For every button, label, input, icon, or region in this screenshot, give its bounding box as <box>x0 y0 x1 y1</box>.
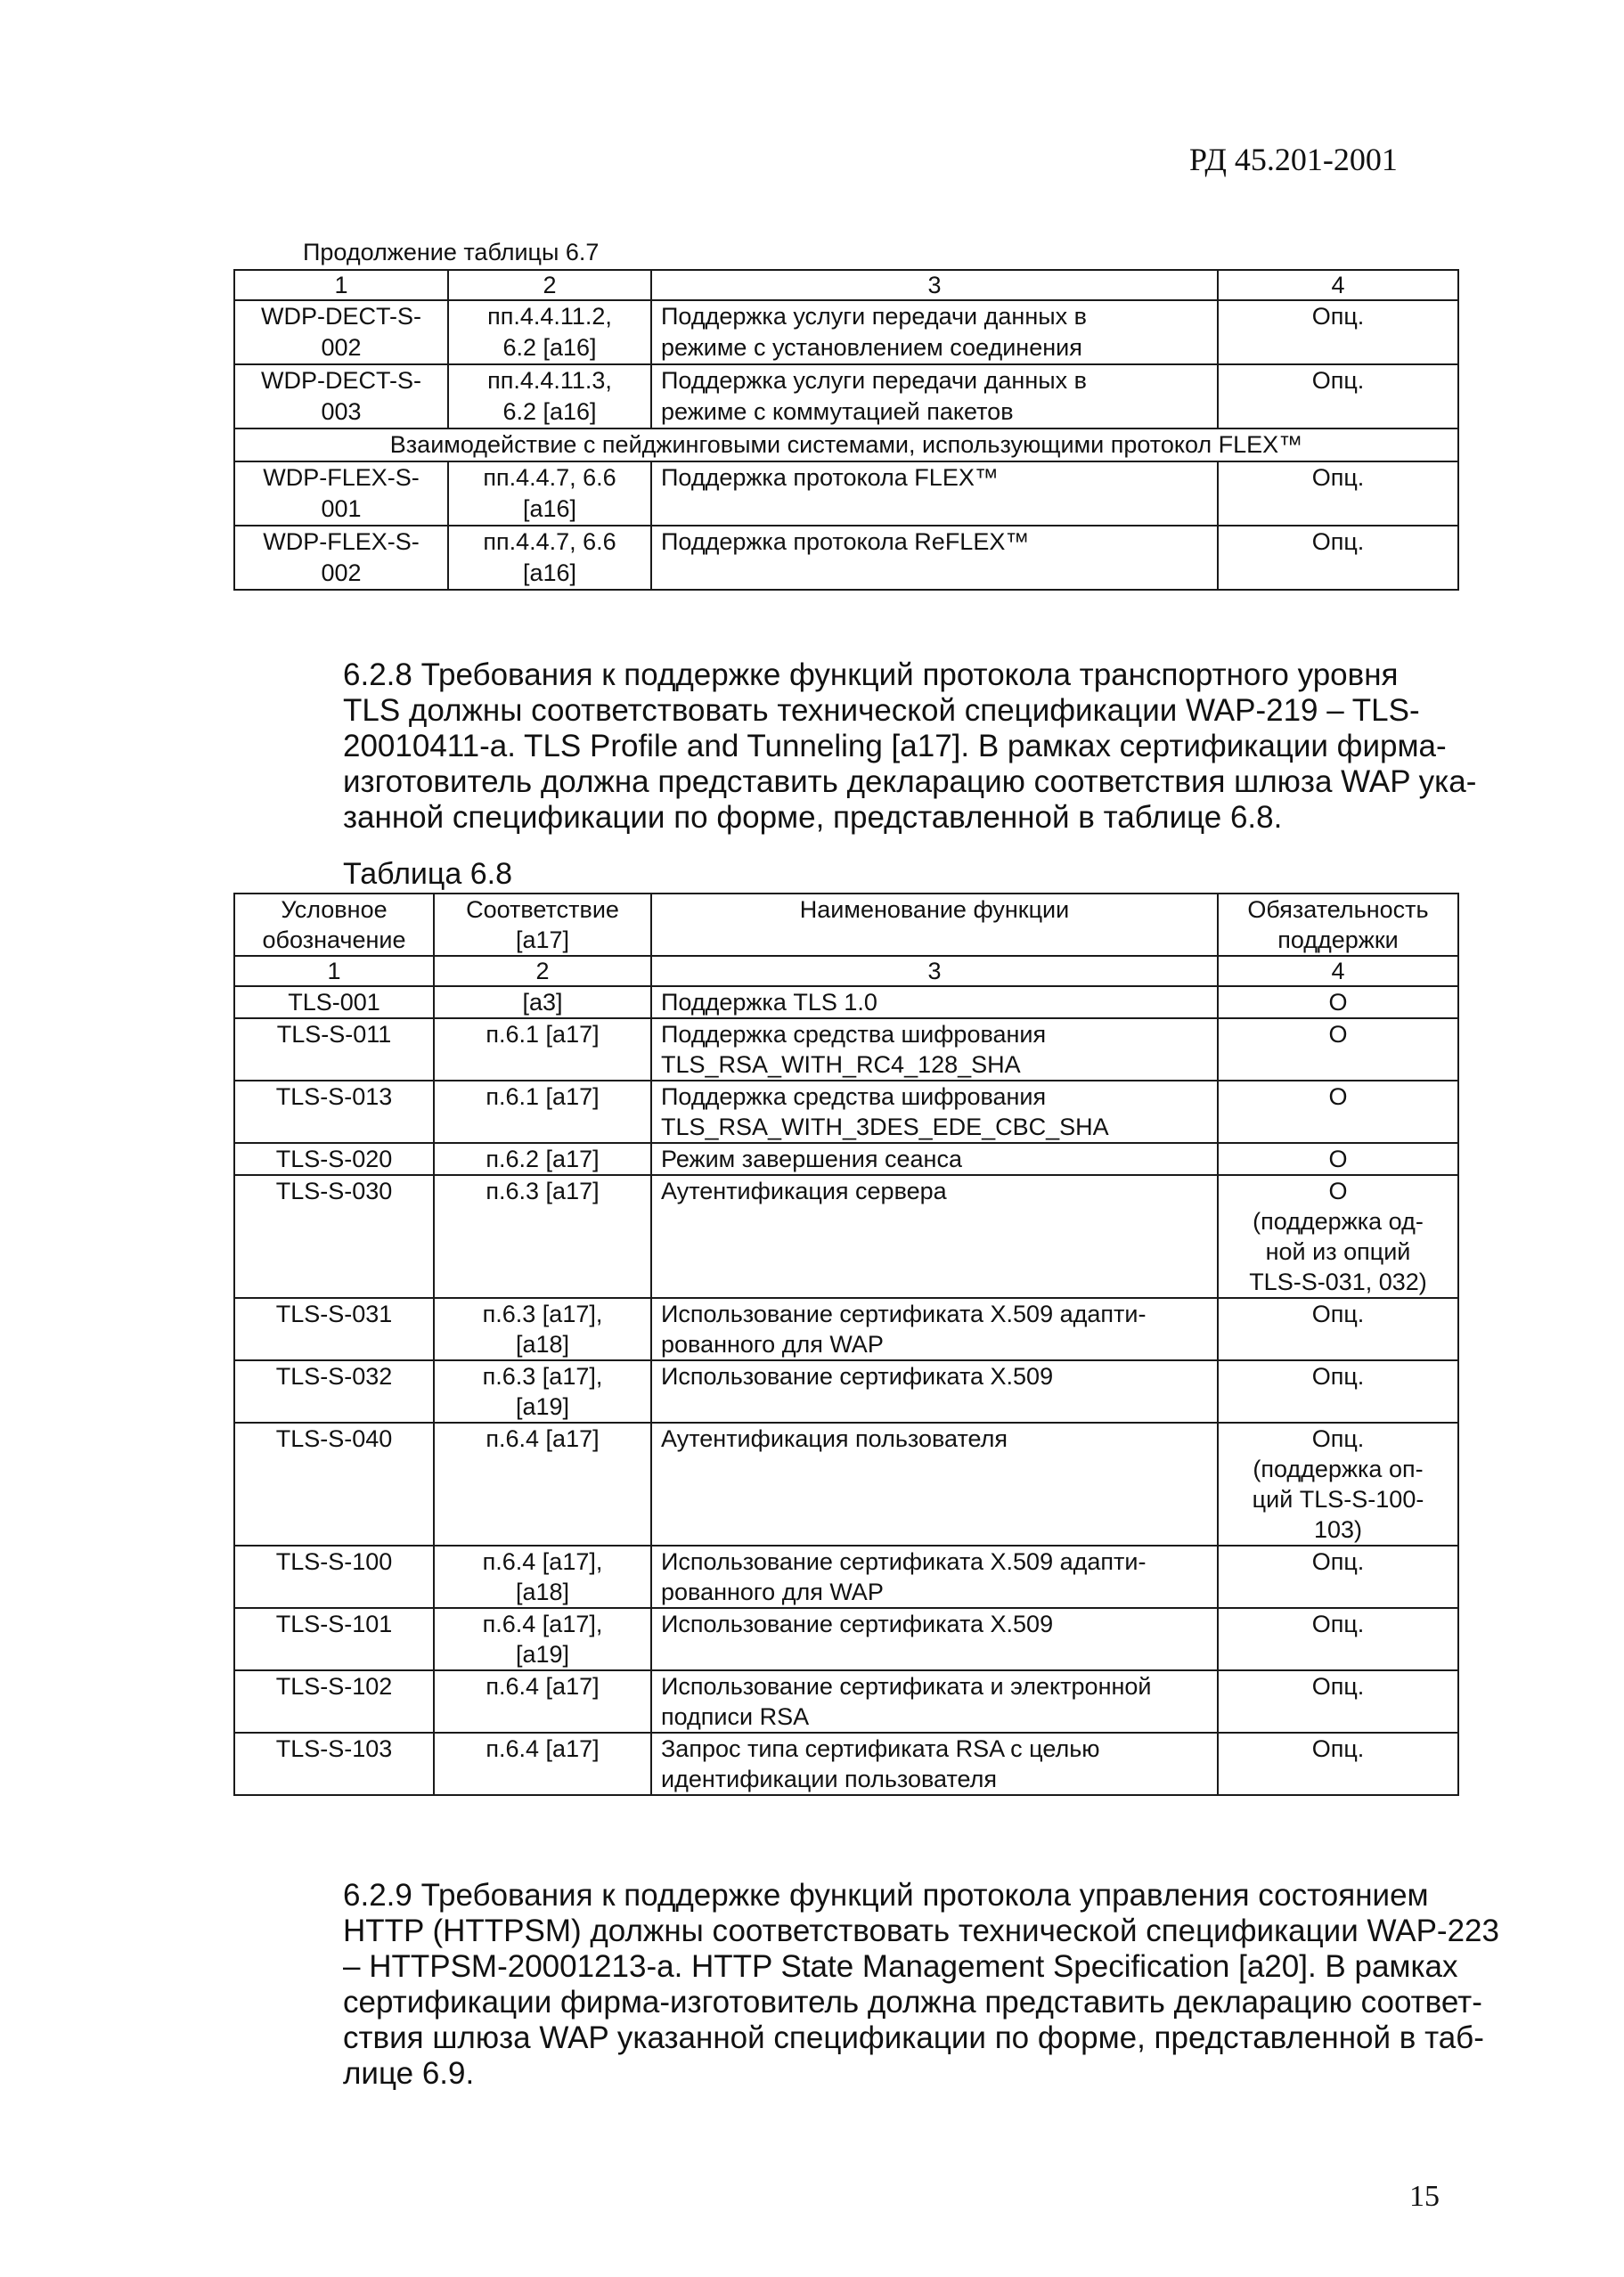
table-row <box>234 1298 1458 1360</box>
paragraph-line: TLS должны соответствовать технической спецификации WAP-219 – TLS- <box>343 693 1420 728</box>
paragraph-line: 6.2.9 Требования к поддержке функций протокола управления состоянием <box>343 1878 1429 1913</box>
code-cell: WDP-FLEX-S- 002 <box>234 526 448 590</box>
paragraph-line: – HTTPSM-20001213-a. HTTP State Management Specification [a20]. В рамках <box>343 1949 1458 1984</box>
ref-cell: пп.4.4.11.2, 6.2 [a16] <box>448 300 651 364</box>
table-row <box>234 1733 1458 1795</box>
table-row <box>234 1143 1458 1175</box>
paragraph-line: ствия шлюза WAP указанной спецификации по форме, представленной в таб- <box>343 2020 1484 2055</box>
table-section-row <box>234 428 1458 461</box>
paragraph-6-2-9 <box>343 1878 1499 2092</box>
table-row <box>234 526 1458 590</box>
table-row <box>234 1608 1458 1670</box>
ref-cell: п.6.3 [a17] <box>434 1175 651 1298</box>
table-6-7 <box>233 269 1459 591</box>
table-6-7-column-numbers <box>234 270 1458 300</box>
table-row <box>234 1360 1458 1423</box>
status-cell: Опц. <box>1218 1546 1458 1608</box>
name-cell: Аутентификация сервера <box>651 1175 1218 1298</box>
table-row <box>234 1018 1458 1081</box>
ref-cell: п.6.2 [a17] <box>434 1143 651 1175</box>
status-cell: Опц. <box>1218 300 1458 364</box>
code-cell: TLS-S-101 <box>234 1608 434 1670</box>
ref-cell: п.6.4 [a17] <box>434 1670 651 1733</box>
status-cell: Опц. (поддержка оп- ций TLS-S-100- 103) <box>1218 1423 1458 1546</box>
code-cell: TLS-S-011 <box>234 1018 434 1081</box>
table-row <box>234 364 1458 428</box>
ref-cell: пп.4.4.7, 6.6 [a16] <box>448 461 651 526</box>
name-cell: Поддержка протокола FLEX™ <box>651 461 1218 526</box>
col-number: 1 <box>234 956 434 986</box>
paragraph-6-2-8 <box>343 657 1477 836</box>
header-name: Наименование функции <box>651 894 1218 956</box>
table-row <box>234 1546 1458 1608</box>
paragraph-line: занной спецификации по форме, представленной в таблице 6.8. <box>343 800 1283 835</box>
page-number: 15 <box>1409 2180 1440 2213</box>
header-code: Условное обозначение <box>234 894 434 956</box>
ref-cell: п.6.4 [a17] <box>434 1733 651 1795</box>
status-cell: Опц. <box>1218 1733 1458 1795</box>
name-cell: Использование сертификата X.509 адапти- рованного для WAP <box>651 1546 1218 1608</box>
code-cell: TLS-S-032 <box>234 1360 434 1423</box>
ref-cell: п.6.4 [a17] <box>434 1423 651 1546</box>
header-status: Обязательность поддержки <box>1218 894 1458 956</box>
ref-cell: пп.4.4.11.3, 6.2 [a16] <box>448 364 651 428</box>
table-row <box>234 986 1458 1018</box>
status-cell: O <box>1218 1018 1458 1081</box>
name-cell: Использование сертификата и электронной подписи RSA <box>651 1670 1218 1733</box>
paragraph-line: HTTP (HTTPSM) должны соответствовать технической спецификации WAP-223 <box>343 1914 1499 1948</box>
status-cell: Опц. <box>1218 1608 1458 1670</box>
table-6-8 <box>233 893 1459 1796</box>
name-cell: Поддержка услуги передачи данных в режиме с установлением соединения <box>651 300 1218 364</box>
paragraph-line: лице 6.9. <box>343 2056 475 2091</box>
code-cell: WDP-FLEX-S- 001 <box>234 461 448 526</box>
ref-cell: п.6.1 [a17] <box>434 1018 651 1081</box>
paragraph-line: 20010411-a. TLS Profile and Tunneling [a17]. В рамках сертификации фирма- <box>343 729 1447 763</box>
table-row <box>234 461 1458 526</box>
code-cell: TLS-S-100 <box>234 1546 434 1608</box>
ref-cell: п.6.4 [a17], [a19] <box>434 1608 651 1670</box>
col-number: 3 <box>651 956 1218 986</box>
table-6-7-caption: Продолжение таблицы 6.7 <box>303 239 600 265</box>
code-cell: TLS-S-020 <box>234 1143 434 1175</box>
name-cell: Аутентификация пользователя <box>651 1423 1218 1546</box>
code-cell: TLS-S-102 <box>234 1670 434 1733</box>
paragraph-line: 6.2.8 Требования к поддержке функций протокола транспортного уровня <box>343 657 1399 692</box>
paragraph-line: изготовитель должна представить декларацию соответствия шлюза WAP ука- <box>343 764 1477 799</box>
ref-cell: п.6.1 [a17] <box>434 1081 651 1143</box>
status-cell: O (поддержка од- ной из опций TLS-S-031, 032) <box>1218 1175 1458 1298</box>
ref-cell: пп.4.4.7, 6.6 [a16] <box>448 526 651 590</box>
table-row <box>234 300 1458 364</box>
code-cell: WDP-DECT-S- 003 <box>234 364 448 428</box>
status-cell: O <box>1218 1143 1458 1175</box>
status-cell: Опц. <box>1218 1298 1458 1360</box>
status-cell: Опц. <box>1218 461 1458 526</box>
paragraph-line: сертификации фирма-изготовитель должна представить декларацию соответ- <box>343 1985 1482 2020</box>
section-title: Взаимодействие с пейджинговыми системами, использующими протокол FLEX™ <box>234 428 1458 461</box>
col-number: 1 <box>234 270 448 300</box>
status-cell: O <box>1218 986 1458 1018</box>
name-cell: Поддержка протокола ReFLEX™ <box>651 526 1218 590</box>
code-cell: TLS-S-030 <box>234 1175 434 1298</box>
code-cell: TLS-S-040 <box>234 1423 434 1546</box>
col-number: 3 <box>651 270 1218 300</box>
status-cell: O <box>1218 1081 1458 1143</box>
table-header-row <box>234 894 1458 956</box>
col-number: 2 <box>434 956 651 986</box>
table-row <box>234 1423 1458 1546</box>
name-cell: Использование сертификата X.509 <box>651 1608 1218 1670</box>
ref-cell: п.6.4 [a17], [a18] <box>434 1546 651 1608</box>
code-cell: WDP-DECT-S- 002 <box>234 300 448 364</box>
status-cell: Опц. <box>1218 526 1458 590</box>
table-6-8-caption: Таблица 6.8 <box>343 857 513 891</box>
name-cell: Режим завершения сеанса <box>651 1143 1218 1175</box>
name-cell: Поддержка услуги передачи данных в режиме с коммутацией пакетов <box>651 364 1218 428</box>
ref-cell: п.6.3 [a17], [a18] <box>434 1298 651 1360</box>
document-code: РД 45.201-2001 <box>1189 142 1398 177</box>
table-row <box>234 1081 1458 1143</box>
ref-cell: п.6.3 [a17], [a19] <box>434 1360 651 1423</box>
name-cell: Поддержка TLS 1.0 <box>651 986 1218 1018</box>
name-cell: Использование сертификата X.509 адапти- рованного для WAP <box>651 1298 1218 1360</box>
name-cell: Поддержка средства шифрования TLS_RSA_WITH_RC4_128_SHA <box>651 1018 1218 1081</box>
status-cell: Опц. <box>1218 1360 1458 1423</box>
ref-cell: [a3] <box>434 986 651 1018</box>
name-cell: Запрос типа сертификата RSA с целью идентификации пользователя <box>651 1733 1218 1795</box>
col-number: 4 <box>1218 270 1458 300</box>
header-ref: Соответствие [a17] <box>434 894 651 956</box>
code-cell: TLS-S-103 <box>234 1733 434 1795</box>
col-number: 4 <box>1218 956 1458 986</box>
status-cell: Опц. <box>1218 364 1458 428</box>
table-6-8-column-numbers <box>234 956 1458 986</box>
code-cell: TLS-001 <box>234 986 434 1018</box>
table-row <box>234 1670 1458 1733</box>
name-cell: Поддержка средства шифрования TLS_RSA_WITH_3DES_EDE_CBC_SHA <box>651 1081 1218 1143</box>
name-cell: Использование сертификата X.509 <box>651 1360 1218 1423</box>
status-cell: Опц. <box>1218 1670 1458 1733</box>
col-number: 2 <box>448 270 651 300</box>
code-cell: TLS-S-031 <box>234 1298 434 1360</box>
table-row <box>234 1175 1458 1298</box>
code-cell: TLS-S-013 <box>234 1081 434 1143</box>
